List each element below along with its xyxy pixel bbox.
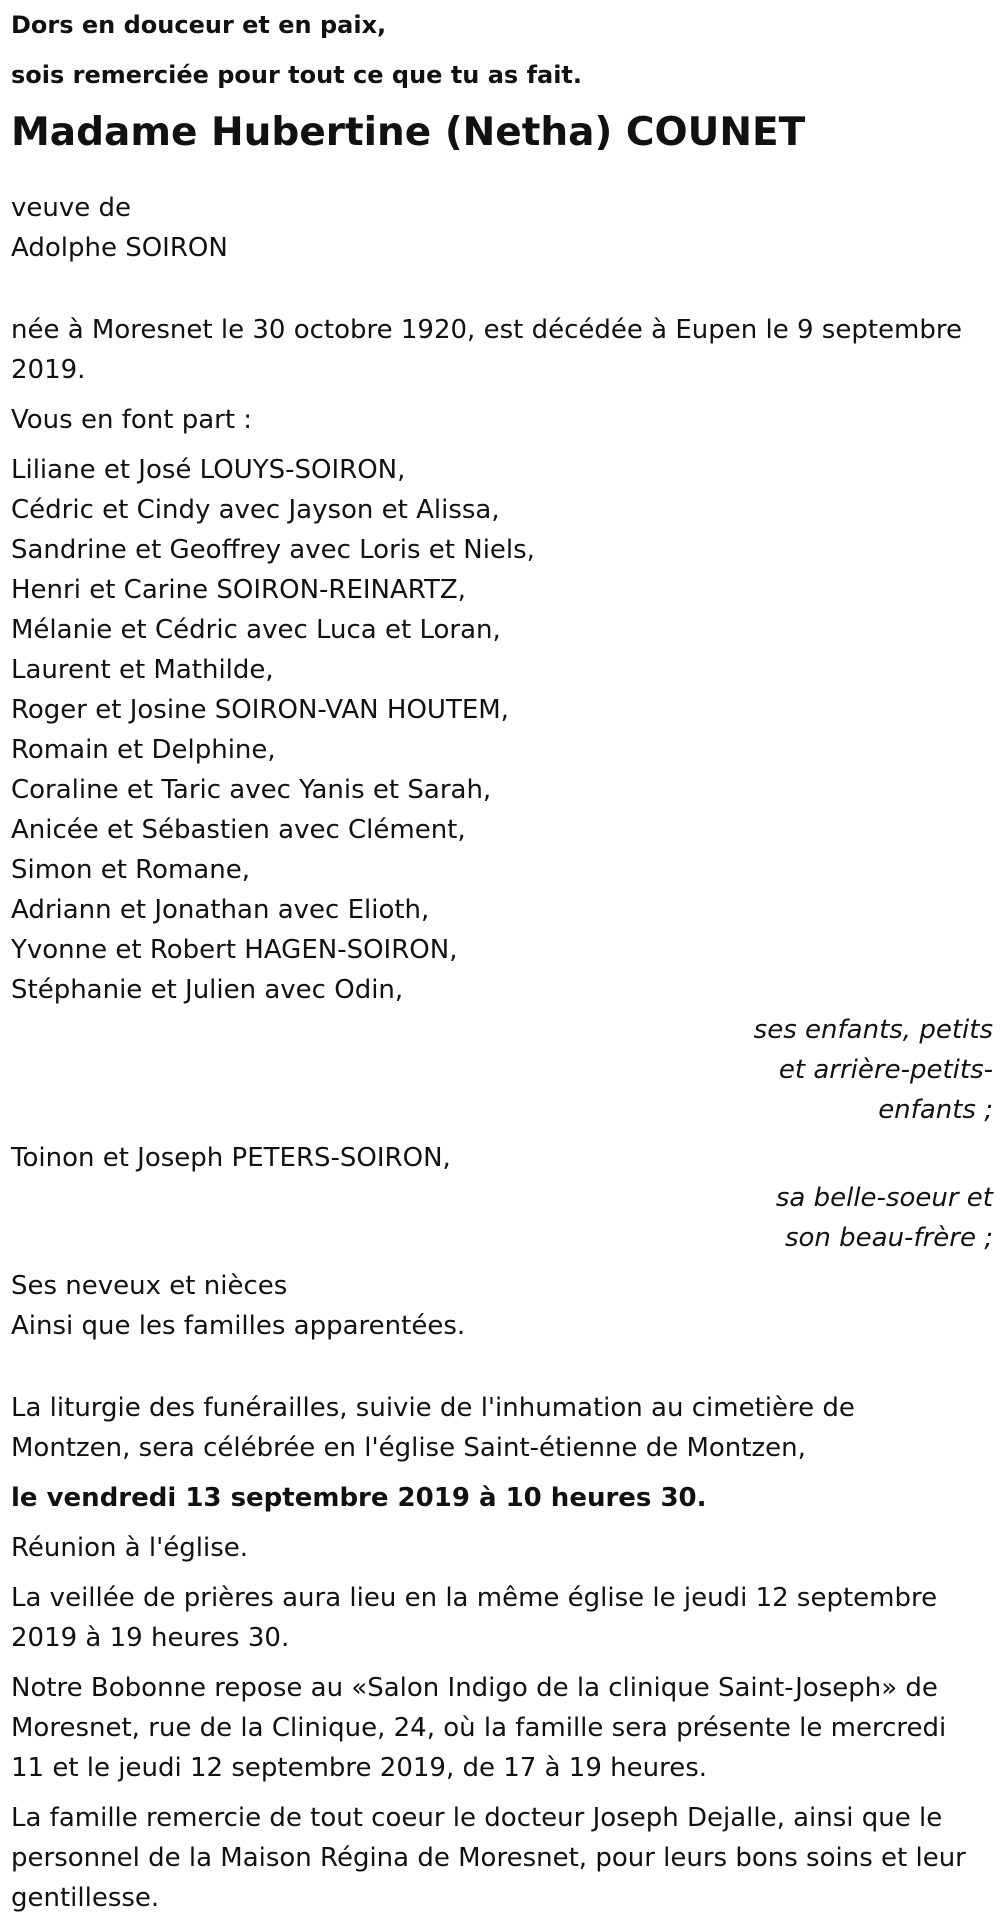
verse-line: sois remerciée pour tout ce que tu as fait. [11,61,583,89]
family-member-line: Romain et Delphine, [11,735,276,765]
opening-verse [11,0,1000,100]
family-member-line: Mélanie et Cédric avec Luca et Loran, [11,615,501,645]
family-member-line: Cédric et Cindy avec Jayson et Alissa, [11,495,500,525]
family-member-line: Coraline et Taric avec Yanis et Sarah, [11,775,492,805]
rest-place-line: 11 et le jeudi 12 septembre 2019, de 17 à 19 heures. [11,1753,708,1783]
liturgy-line: La liturgie des funérailles, suivie de l'inhumation au cimetière de [11,1393,855,1423]
vigil-line: La veillée de prières aura lieu en la même église le jeudi 12 septembre [11,1583,938,1613]
meeting-line: Réunion à l'église. [11,1533,249,1563]
family-member-line: Simon et Romane, [11,855,250,885]
verse-line: Dors en douceur et en paix, [11,11,387,39]
family-member-line: Sandrine et Geoffrey avec Loris et Niels, [11,535,535,565]
widow-label: veuve de [11,193,132,223]
in-laws-role [11,1178,1000,1258]
spouse-name: Adolphe SOIRON [11,233,228,263]
vigil-line: 2019 à 19 heures 30. [11,1623,290,1653]
in-laws-line: Toinon et Joseph PETERS-SOIRON, [11,1143,451,1173]
family-member-line: Liliane et José LOUYS-SOIRON, [11,455,406,485]
family-member-line: Roger et Josine SOIRON-VAN HOUTEM, [11,695,509,725]
liturgy-line: Montzen, sera célébrée en l'église Saint-étienne de Montzen, [11,1433,806,1463]
family-member-line: Henri et Carine SOIRON-REINARTZ, [11,575,466,605]
role-line: et arrière-petits- [778,1055,993,1085]
related-families-line: Ainsi que les familles apparentées. [11,1311,466,1341]
announcement-intro: Vous en font part : [11,405,253,435]
deceased-name: Madame Hubertine (Netha) COUNET [11,110,806,155]
children-list [11,450,1000,1010]
thanks-line: personnel de la Maison Régina de Moresnet, pour leurs bons soins et leur [11,1843,966,1873]
funeral-date-time: le vendredi 13 septembre 2019 à 10 heures 30. [11,1483,707,1513]
role-line: son beau-frère ; [784,1223,993,1253]
children-role [11,1010,1000,1130]
birth-death-line: 2019. [11,355,86,385]
family-member-line: Laurent et Mathilde, [11,655,274,685]
family-member-line: Yvonne et Robert HAGEN-SOIRON, [11,935,458,965]
family-member-line: Stéphanie et Julien avec Odin, [11,975,404,1005]
role-line: enfants ; [878,1095,993,1125]
birth-death-line: née à Moresnet le 30 octobre 1920, est décédée à Eupen le 9 septembre [11,315,962,345]
family-member-line: Adriann et Jonathan avec Elioth, [11,895,430,925]
family-member-line: Anicée et Sébastien avec Clément, [11,815,466,845]
thanks-line: La famille remercie de tout coeur le docteur Joseph Dejalle, ainsi que le [11,1803,943,1833]
thanks-line: gentillesse. [11,1883,160,1913]
nephews-nieces-line: Ses neveux et nièces [11,1271,288,1301]
rest-place-line: Notre Bobonne repose au «Salon Indigo de la clinique Saint-Joseph» de [11,1673,938,1703]
role-line: ses enfants, petits [753,1015,993,1045]
rest-place-line: Moresnet, rue de la Clinique, 24, où la famille sera présente le mercredi [11,1713,947,1743]
role-line: sa belle-soeur et [775,1183,993,1213]
